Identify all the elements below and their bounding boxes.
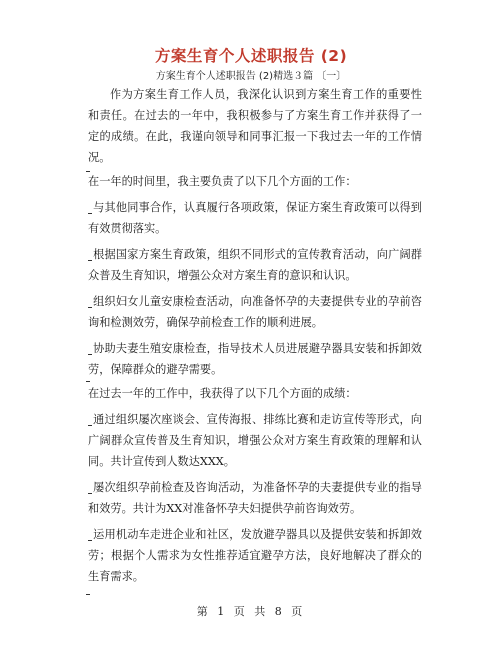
paragraph-result-item-1: 通过组织屡次座谈会、宣传海报、排练比赛和走访宣传等形式，向广阔群众宣传普及生育知识，增强公众对方案生育政策的理解和认同。共计宣传到人数达XXX。 [88, 413, 422, 468]
paragraph-intro: 作为方案生育工作人员，我深化认识到方案生育工作的重要性和责任。在过去的一年中，我积极参与了方案生育工作并获得了一定的成绩。在此，我谨向领导和同事汇报一下我过去一年的工作情况。 [88, 88, 422, 164]
page-number: 第 1 页 共 8 页 [196, 605, 306, 618]
separator-mark [88, 592, 422, 598]
paragraph-result-item-2: 屡次组织孕前检查及咨询活动，为准备怀孕的夫妻提供专业的指导和效劳。共计为XX对准备怀孕夫妇提供孕前咨询效劳。 [88, 481, 422, 515]
document-body [88, 84, 422, 598]
paragraph-work-item-4: 协助夫妻生殖安康检查，指导技术人员进展避孕器具安装和拆卸效劳，保障群众的避孕需要。 [88, 342, 422, 376]
document-title: 方案生育个人述职报告 (2) [154, 47, 348, 65]
paragraph-work-item-3: 组织妇女儿童安康检查活动，向准备怀孕的夫妻提供专业的孕前咨询和检测效劳，确保孕前检查工作的顺利进展。 [88, 295, 422, 329]
paragraph-work-item-2: 根据国家方案生育政策，组织不同形式的宣传教育活动，向广阔群众普及生育知识，增强公众对方案生育的意识和认识。 [88, 248, 422, 282]
paragraph-work-item-1: 与其他同事合作，认真履行各项政策，保证方案生育政策可以得到有效贯彻落实。 [88, 201, 422, 235]
paragraph-work-heading: 在一年的时间里，我主要负责了以下几个方面的工作： [88, 175, 357, 188]
paragraph-results-heading: 在过去一年的工作中，我获得了以下几个方面的成绩： [88, 387, 357, 400]
paragraph-result-item-3: 运用机动车走进企业和社区，发放避孕器具以及提供安装和拆卸效劳；根据个人需求为女性推荐适宜避孕方法，良好地解决了群众的生育需求。 [88, 528, 422, 583]
document-subtitle: 方案生育个人述职报告 (2)精选３篇 〔一〕 [155, 71, 347, 82]
